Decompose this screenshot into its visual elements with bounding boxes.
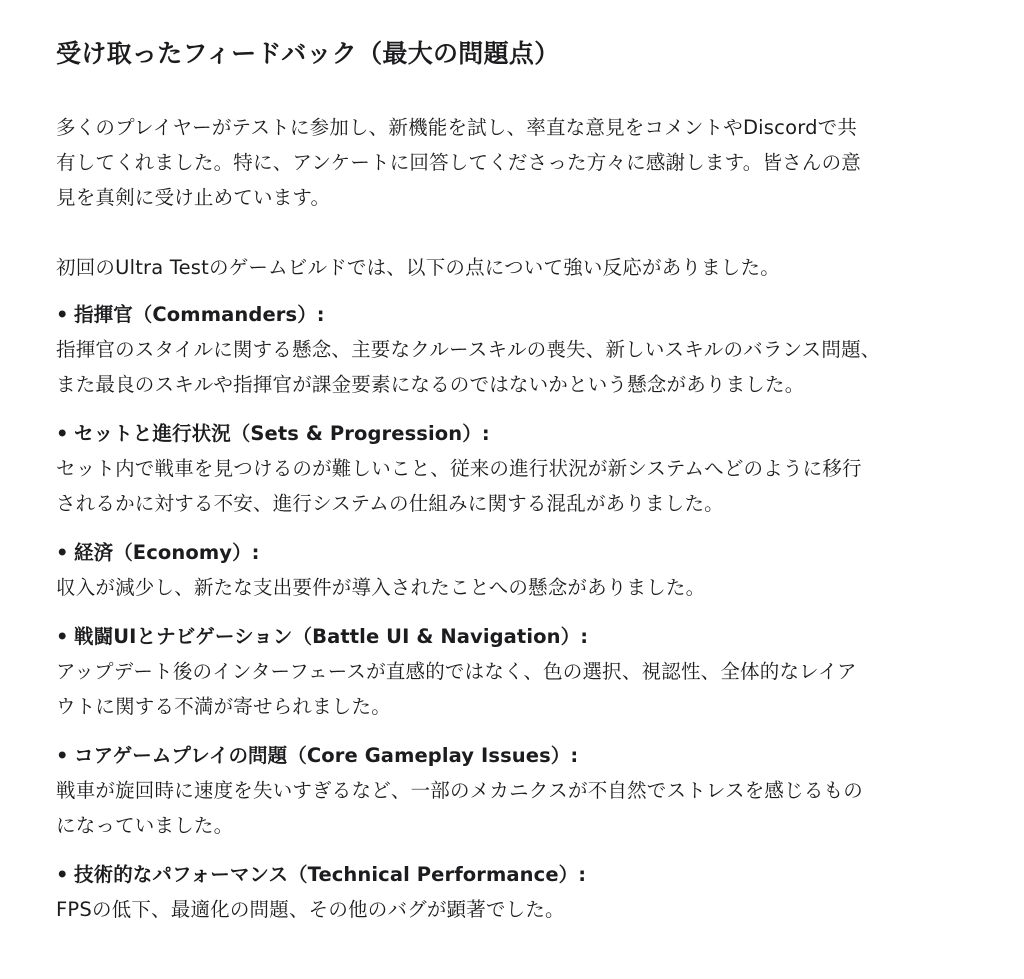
feedback-item-economy <box>56 535 984 605</box>
intro-line: 見を真剣に受け止めています。 <box>56 186 331 209</box>
feedback-heading <box>56 857 984 892</box>
feedback-item-core-gameplay <box>56 738 984 843</box>
feedback-heading <box>56 738 984 773</box>
bullet-icon: • <box>56 625 69 648</box>
feedback-heading-text: 技術的なパフォーマンス（Technical Performance）: <box>74 863 587 886</box>
feedback-heading <box>56 619 984 654</box>
intro-line: 有してくれました。特に、アンケートに回答してくださった方々に感謝します。皆さんの意 <box>56 151 861 174</box>
feedback-line: されるかに対する不安、進行システムの仕組みに関する混乱がありました。 <box>56 492 724 515</box>
feedback-heading-text: 戦闘UIとナビゲーション（Battle UI & Navigation）: <box>74 625 589 648</box>
bullet-icon: • <box>56 541 69 564</box>
feedback-heading-text: 経済（Economy）: <box>74 541 260 564</box>
feedback-heading-text: 指揮官（Commanders）: <box>74 303 325 326</box>
feedback-line: 収入が減少し、新たな支出要件が導入されたことへの懸念がありました。 <box>56 576 706 599</box>
feedback-heading <box>56 416 984 451</box>
lead-paragraph: 初回のUltra Testのゲームビルドでは、以下の点について強い反応がありました。 <box>56 256 780 279</box>
bullet-icon: • <box>56 863 69 886</box>
intro-line: 多くのプレイヤーがテストに参加し、新機能を試し、率直な意見をコメントやDiscordで共 <box>56 116 858 139</box>
feedback-body <box>56 654 984 724</box>
feedback-heading-text: セットと進行状況（Sets & Progression）: <box>74 422 490 445</box>
feedback-item-technical-performance <box>56 857 984 927</box>
intro-paragraph <box>56 110 984 215</box>
page-title: 受け取ったフィードバック（最大の問題点） <box>56 39 560 68</box>
feedback-line: また最良のスキルや指揮官が課金要素になるのではないかという懸念がありました。 <box>56 373 805 396</box>
feedback-body <box>56 570 984 605</box>
bullet-icon: • <box>56 303 69 326</box>
feedback-body <box>56 332 984 402</box>
bullet-icon: • <box>56 422 69 445</box>
feedback-line: FPSの低下、最適化の問題、その他のバグが顕著でした。 <box>56 898 565 921</box>
feedback-line: になっていました。 <box>56 814 234 837</box>
feedback-line: セット内で戦車を見つけるのが難しいこと、従来の進行状況が新システムへどのように移行 <box>56 457 862 480</box>
feedback-line: 戦車が旋回時に速度を失いすぎるなど、一部のメカニクスが不自然でストレスを感じるもの <box>56 779 863 802</box>
feedback-item-sets-progression <box>56 416 984 521</box>
feedback-body <box>56 451 984 521</box>
bullet-icon: • <box>56 744 69 767</box>
feedback-heading-text: コアゲームプレイの問題（Core Gameplay Issues）: <box>74 744 579 767</box>
feedback-item-battle-ui <box>56 619 984 724</box>
feedback-line: ウトに関する不満が寄せられました。 <box>56 695 391 718</box>
feedback-line: アップデート後のインターフェースが直感的ではなく、色の選択、視認性、全体的なレイア <box>56 660 857 683</box>
feedback-body <box>56 892 984 927</box>
feedback-body <box>56 773 984 843</box>
feedback-heading <box>56 535 984 570</box>
feedback-item-commanders <box>56 297 984 402</box>
feedback-line: 指揮官のスタイルに関する懸念、主要なクルースキルの喪失、新しいスキルのバランス問題、 <box>56 338 881 361</box>
feedback-heading <box>56 297 984 332</box>
